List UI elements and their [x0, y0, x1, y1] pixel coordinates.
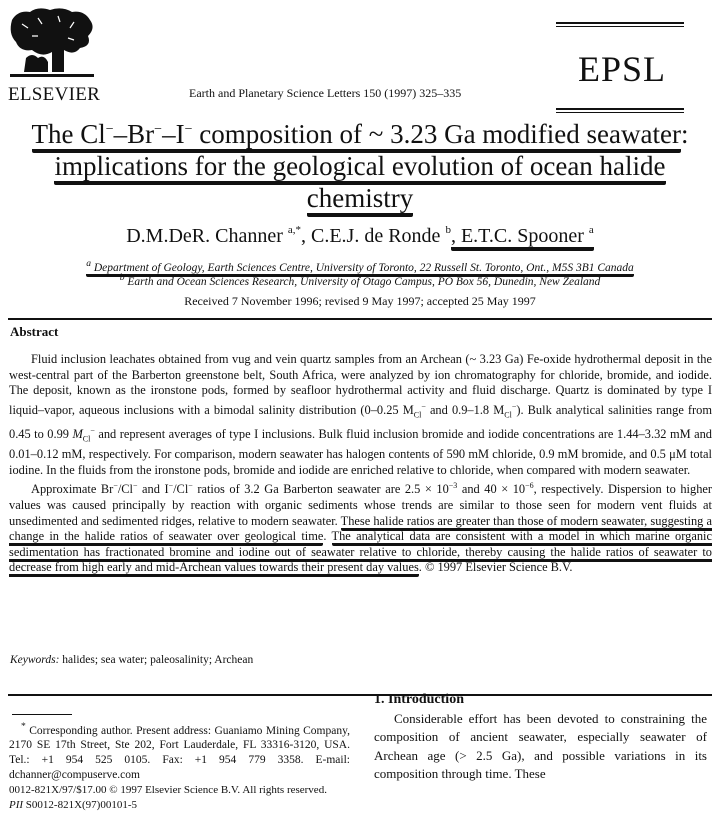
introduction-paragraph: Considerable effort has been devoted to constraining the composition of ancient seawater, especially seawater of Archean age (> 2.5 Ga), and possible variations in its composition through time. These [374, 711, 707, 782]
title-text: composition of ~ 3.23 Ga modified seawater [192, 119, 681, 149]
abstract-text: . © 1997 Elsevier Science B.V. [418, 560, 573, 575]
subscript: Cl [504, 410, 512, 420]
affiliation-b [0, 272, 720, 288]
footnote [9, 720, 350, 782]
keywords [10, 654, 253, 666]
author-affiliation-mark: b [445, 224, 451, 236]
abstract-highlight: The analytical data are consistent with a model in which marine organic sedimentation has fractionated bromine and iodine out of seawater relative to chloride, thereby causing the halide ratios of seawater to decrease from high early and mid-Archean values towards their present day values [9, 529, 712, 577]
abstract-text: . [323, 529, 332, 544]
exponent: −3 [448, 481, 458, 491]
pii-value: S0012-821X(97)00101-5 [25, 799, 138, 811]
double-rule-top [556, 22, 684, 27]
author-separator: , [301, 225, 311, 247]
copyright-line: 0012-821X/97/$17.00 © 1997 Elsevier Science B.V. All rights reserved. [9, 784, 327, 796]
superscript: − [511, 401, 517, 411]
title-colon: : [680, 119, 689, 149]
abstract-text: and I [137, 482, 169, 497]
author-affiliation-mark: a [588, 224, 594, 236]
author-affiliation-mark: a,* [287, 224, 301, 236]
ion-charge: − [184, 122, 193, 137]
footnote-rule [12, 714, 72, 715]
abstract-text: ratios of 3.2 Ga Barberton seawater are 2.5 × 10 [192, 482, 449, 497]
subscript: Cl [82, 434, 91, 444]
abstract-text: and 40 × 10 [457, 482, 526, 497]
abstract-text: , respectively. Dispersion to higher values was caused principally by reaction with organic sediments whose trends are similar to those seen for modern vent fluids at unsedimented and sedimented ridges, relative to modern seawater. [9, 482, 713, 528]
publisher-name: ELSEVIER [8, 84, 101, 105]
introduction-body [374, 710, 707, 784]
abstract-text: Approximate Br [31, 482, 114, 497]
journal-citation: Earth and Planetary Science Letters 150 (1997) 325–335 [189, 86, 462, 100]
footnote-mark: * [21, 721, 26, 732]
superscript: − [421, 401, 426, 411]
title-text: The Cl [31, 119, 106, 149]
divider [8, 694, 712, 696]
author-highlight [451, 225, 594, 251]
abstract-text: /Cl [173, 482, 189, 497]
ion-charge: − [154, 122, 163, 137]
affiliation-mark: b [119, 272, 125, 283]
superscript: − [132, 481, 138, 491]
divider [8, 318, 712, 320]
author-name: , E.T.C. Spooner [450, 225, 584, 247]
article-title-line-2 [0, 151, 720, 181]
affiliation-text: Earth and Ocean Sciences Research, University of Otago Campus, PO Box 56, Dunedin, New Zealand [127, 275, 601, 288]
abstract-text: and 0.9–1.8 M [425, 402, 505, 417]
affiliation-text: Department of Geology, Earth Sciences Centre, University of Toronto, 22 Russell St. Toronto, Ont., M5S 3B1 Canada [93, 261, 634, 274]
pii-label: PII [9, 799, 24, 811]
abstract-paragraph [9, 478, 712, 576]
journal-mark [556, 20, 694, 112]
footnote-body [9, 720, 350, 782]
footnote-text: Corresponding author. Present address: Guaniamo Mining Company, 2170 SE 17th Street, Ste 202, Fort Lauderdale, FL 33316-3120, USA. Tel.: +1 954 525 0105. Fax: +1 954 779 3358. E-mail: dchanner@compuserve.com [9, 724, 350, 781]
abstract-text: and represent averages of type I inclusions. Bulk fluid inclusion bromide and iodide concentrations are 1.44–3.32 mM and 0.01–0.12 mM, respectively. For comparison, modern seawater has halogen contents of 590 mM chloride, 0.9 mM bromide, and 0.5 μM total iodine. In the fluids from the ironstone pods, bromide and iodide are enriched relative to chloride, when compared with modern seawater. [9, 427, 712, 477]
received-dates: Received 7 November 1996; revised 9 May 1997; accepted 25 May 1997 [184, 294, 536, 308]
title-highlight: chemistry [307, 183, 413, 217]
article-title-line-3 [0, 183, 720, 213]
section-heading-introduction: 1. Introduction [374, 692, 464, 707]
title-text: –Br [113, 119, 155, 149]
abstract-body [9, 352, 712, 576]
author-list [0, 224, 720, 248]
superscript: − [188, 481, 193, 491]
abstract-highlight: These halide ratios are greater than those of modern seawater, suggesting a change in the halide ratios of seawater over geological time [9, 514, 712, 547]
pii-line [9, 799, 137, 811]
superscript: − [90, 425, 95, 435]
double-rule-bottom [556, 108, 684, 113]
superscript: − [168, 481, 174, 491]
subscript: Cl [413, 410, 422, 420]
journal-abbrev: EPSL [578, 49, 667, 89]
italic-symbol: M [72, 427, 83, 442]
abstract-heading: Abstract [10, 324, 59, 339]
abstract-paragraph [9, 352, 712, 478]
article-title-line-1 [0, 115, 720, 149]
author-name: D.M.DeR. Channer [126, 225, 283, 247]
title-highlight [32, 119, 681, 153]
abstract-text: /Cl [117, 482, 133, 497]
author-name: C.E.J. de Ronde [311, 225, 441, 247]
keywords-label: Keywords: [10, 654, 60, 666]
abstract-text: ). Bulk analytical salinities range from 0.45 to 0.99 [9, 402, 713, 442]
ion-charge: − [105, 122, 114, 137]
affiliation-mark: a [86, 258, 91, 269]
title-highlight: implications for the geological evolution of ocean halide [54, 151, 665, 185]
abstract-text: Fluid inclusion leachates obtained from vug and vein quartz samples from an Archean (~ 3.23 Ga) Fe-oxide hydrothermal deposit in the west-central part of the Barberton greenstone belt, South Africa, were analyzed by ion chromatography for chloride, bromide, and iodide. The deposit, known as the ironstone pods, formed by seafloor hydrothermal activity and fluid discharge. Quartz is dominated by type I liquid–vapor, aqueous inclusions with a bimodal salinity distribution (0–0.25 M [9, 352, 712, 417]
keywords-values: halides; sea water; paleosalinity; Archean [62, 654, 254, 666]
title-text: –I [162, 119, 185, 149]
superscript: − [113, 481, 118, 491]
exponent: −6 [525, 481, 534, 491]
